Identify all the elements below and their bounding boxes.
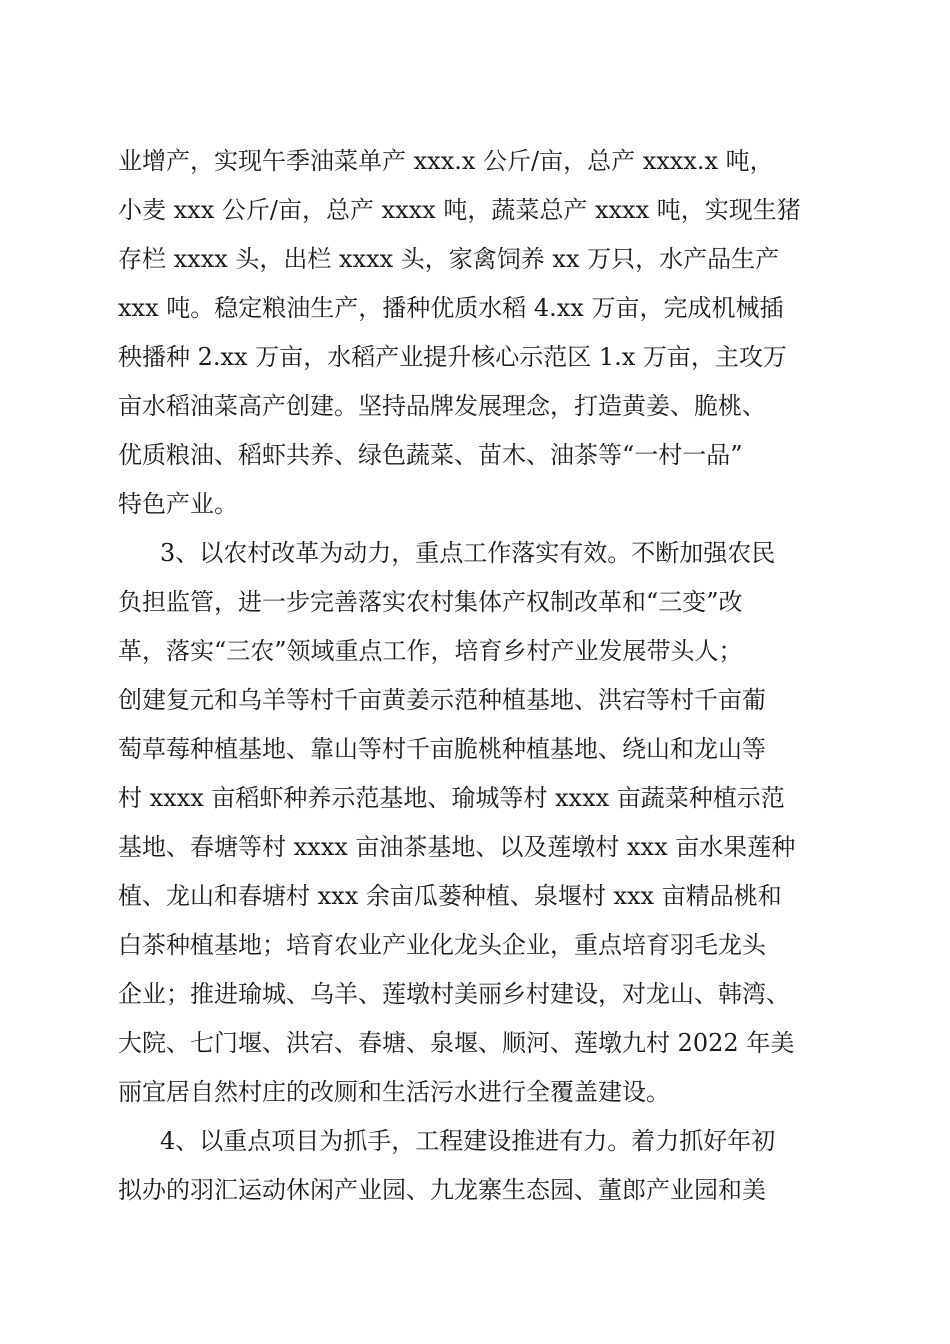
text-line: 村 xxxx 亩稻虾种养示范基地、瑜城等村 xxxx 亩蔬菜种植示范 [118, 784, 785, 812]
text-line: xxx 吨。稳定粮油生产，播种优质水稻 4.xx 万亩，完成机械插 [118, 294, 784, 322]
text-line: 业增产，实现午季油菜单产 xxx.x 公斤/亩，总产 xxxx.x 吨， [118, 147, 774, 175]
text-line: 萄草莓种植基地、靠山等村千亩脆桃种植基地、绕山和龙山等 [118, 735, 766, 763]
text-line: 亩水稻油菜高产创建。坚持品牌发展理念，打造黄姜、脆桃、 [118, 392, 766, 420]
text-line: 革，落实“三农”领域重点工作，培育乡村产业发展带头人； [118, 637, 743, 665]
text-line: 丽宜居自然村庄的改厕和生活污水进行全覆盖建设。 [118, 1078, 670, 1106]
text-line: 秧播种 2.xx 万亩，水稻产业提升核心示范区 1.x 万亩，主攻万 [118, 343, 787, 371]
text-line: 负担监管，进一步完善落实农村集体产权制改革和“三变”改 [118, 588, 743, 616]
text-line: 企业；推进瑜城、乌羊、莲墩村美丽乡村建设，对龙山、韩湾、 [118, 980, 790, 1008]
paragraph-4-heading: 4、以重点项目为抓手，工程建设推进有力。着力抓好年初 [160, 1127, 776, 1155]
text-line: 拟办的羽汇运动休闲产业园、九龙寨生态园、董郎产业园和美 [118, 1176, 766, 1204]
paragraph-3-heading: 3、以农村改革为动力，重点工作落实有效。不断加强农民 [160, 539, 776, 567]
text-line: 白茶种植基地；培育农业产业化龙头企业，重点培育羽毛龙头 [118, 931, 766, 959]
text-line: 小麦 xxx 公斤/亩，总产 xxxx 吨，蔬菜总产 xxxx 吨，实现生猪 [118, 196, 801, 224]
text-line: 存栏 xxxx 头，出栏 xxxx 头，家禽饲养 xx 万只，水产品生产 [118, 245, 780, 273]
text-line: 特色产业。 [118, 490, 238, 518]
text-line: 优质粮油、稻虾共养、绿色蔬菜、苗木、油茶等“一村一品” [118, 441, 743, 469]
text-line: 基地、春塘等村 xxxx 亩油茶基地、以及莲墩村 xxx 亩水果莲种 [118, 833, 796, 861]
text-line: 植、龙山和春塘村 xxx 余亩瓜蒌种植、泉堰村 xxx 亩精品桃和 [118, 882, 782, 910]
text-line: 创建复元和乌羊等村千亩黄姜示范种植基地、洪宕等村千亩葡 [118, 686, 766, 714]
text-line: 大院、七门堰、洪宕、春塘、泉堰、顺河、莲墩九村 2022 年美 [118, 1029, 795, 1057]
